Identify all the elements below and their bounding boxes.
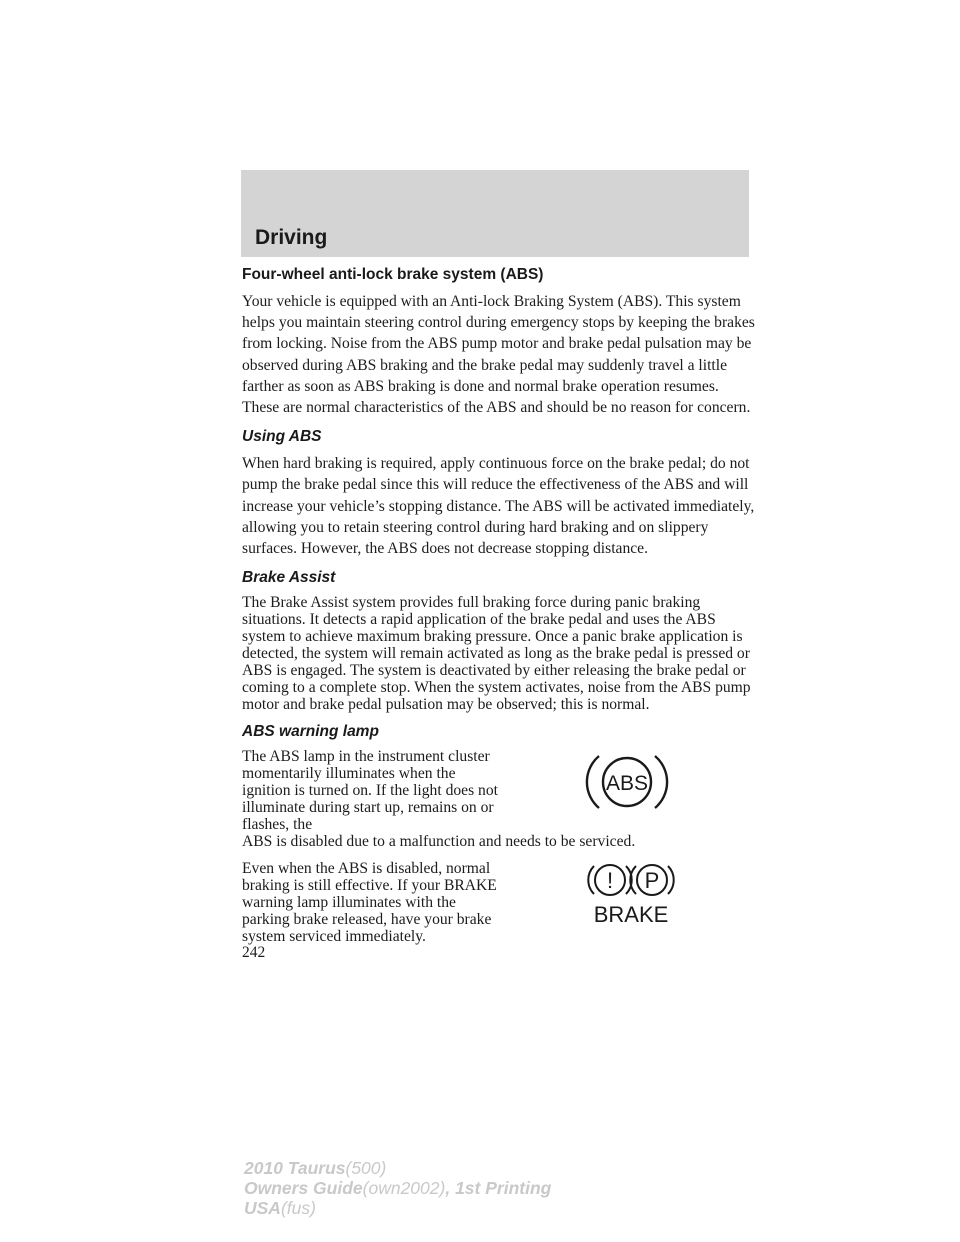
brake-warning-icon [580,862,680,926]
section-header-band [241,170,749,257]
brake-assist-heading: Brake Assist [242,569,336,587]
abs-lamp-paragraph: The ABS lamp in the instrument cluster momentarily illuminates when the ignition is turned on. If the light does not illuminate during start up, remains on or flashes, the [242,748,498,834]
brake-icon-label: BRAKE [593,902,669,927]
parking-icon-label: P [644,868,660,894]
abs-lamp-paragraph-end: ABS is disabled due to a malfunction and needs to be serviced. [242,833,636,851]
page-number: 242 [242,944,266,961]
using-abs-paragraph: When hard braking is required, apply continuous force on the brake pedal; do not pump the brake pedal since this will reduce the effectiveness of the ABS and will increase your vehicle’s stopping distance. The ABS will be activated immediately, allowing you to retain steering control during hard braking and on slippery surfaces. However, the ABS does not decrease stopping distance. [242,455,755,558]
footer-line-1: 2010 Taurus(500) [244,1158,387,1178]
using-abs-heading: Using ABS [242,428,322,446]
abs-warning-icon [582,750,672,814]
page-content [242,262,758,945]
section-title: Driving [255,226,328,249]
abs-lamp-block [242,748,758,850]
abs-icon-label: ABS [605,772,649,796]
footer-line-3: USA(fus) [244,1198,316,1218]
brake-assist-paragraph: The Brake Assist system provides full braking force during panic braking situations. It detects a rapid application of the brake pedal and uses the ABS system to achieve maximum braking pressure. Once a panic brake application is detected, the system will remain activated as long as the brake pedal is pressed or ABS is engaged. The system is deactivated by either releasing the brake pedal or coming to a complete stop. When the system activates, noise from the ABS pump motor and brake pedal pulsation may be observed; this is normal. [242,594,751,714]
footer-line-2: Owners Guide(own2002), 1st Printing [244,1178,552,1198]
abs-paragraph: Your vehicle is equipped with an Anti-lock Braking System (ABS). This system helps you maintain steering control during emergency stops by keeping the brakes from locking. Noise from the ABS pump motor and brake pedal pulsation may be observed during ABS braking and the brake pedal may suddenly travel a little farther as soon as ABS braking is done and normal brake operation resumes. These are normal characteristics of the ABS and should be no reason for concern. [242,293,755,417]
abs-lamp-heading: ABS warning lamp [242,723,379,741]
abs-heading: Four-wheel anti-lock brake system (ABS) [242,266,544,283]
brake-lamp-paragraph: Even when the ABS is disabled, normal braking is still effective. If your BRAKE warning lamp illuminates with the parking brake released, have your brake system serviced immediately. [242,860,497,946]
footer-imprint [244,1158,551,1218]
brake-lamp-block [242,860,758,945]
exclaim-icon-label: ! [606,868,614,894]
